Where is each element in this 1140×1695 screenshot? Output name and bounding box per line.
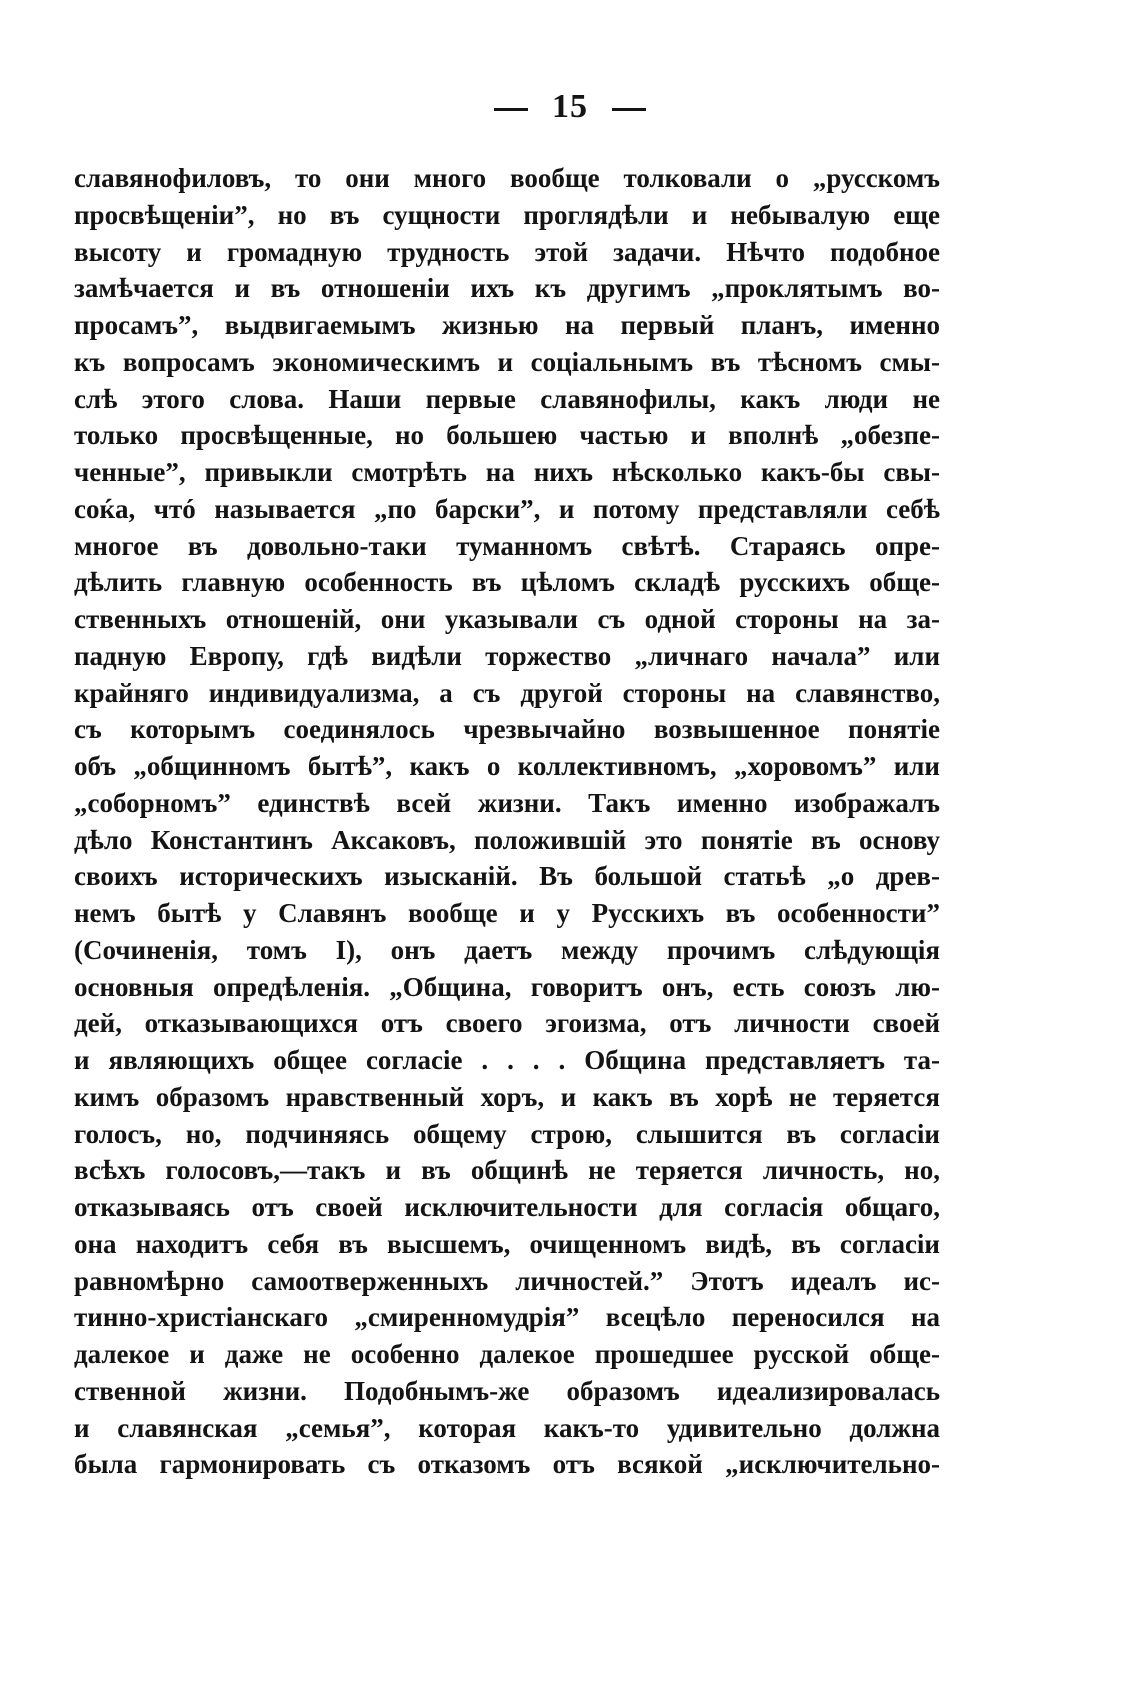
text-line: съ которымъ соединялось чрезвычайно возвышенное понятіе [74, 714, 940, 745]
text-line: „соборномъ” единствѣ всей жизни. Такъ именно изображалъ [74, 787, 940, 818]
text-line: кимъ образомъ нравственный хоръ, и какъ въ хорѣ не теряется [74, 1081, 940, 1112]
page-number-header [0, 88, 1140, 126]
text-line: голосъ, но, подчиняясь общему строю, слышится въ согласіи [74, 1118, 940, 1149]
text-line: ственной жизни. Подобнымъ-же образомъ идеализировалась [74, 1375, 940, 1406]
text-line: и славянская „семья”, которая какъ-то удивительно должна [74, 1412, 940, 1443]
text-line: немъ бытѣ у Славянъ вообще и у Русскихъ въ особенности” [74, 898, 940, 928]
text-line: ченные”, привыкли смотрѣть на нихъ нѣсколько какъ-бы свы- [74, 457, 940, 487]
page-number: 15 [552, 88, 588, 125]
text-line: просамъ”, выдвигаемымъ жизнью на первый планъ, именно [74, 310, 940, 340]
text-line: своихъ историческихъ изысканій. Въ большой статьѣ „о древ- [74, 861, 940, 892]
text-line: только просвѣщенные, но большею частью и вполнѣ „обезпе- [74, 420, 940, 451]
text-line: всѣхъ голосовъ,—такъ и въ общинѣ не теряется личность, но, [74, 1155, 940, 1186]
text-line: (Сочиненія, томъ I), онъ даетъ между прочимъ слѣдующія [74, 934, 940, 965]
text-line: крайняго индивидуализма, а съ другой стороны на славянство, [74, 677, 940, 708]
text-line: дѣло Константинъ Аксаковъ, положившій это понятіе въ основу [74, 824, 940, 855]
text-line: тинно-христіанскаго „смиренномудрія” всецѣло переносился на [74, 1302, 940, 1333]
text-line: дей, отказывающихся отъ своего эгоизма, отъ личности своей [74, 1008, 940, 1039]
text-line: просвѣщеніи”, но въ сущности проглядѣли и небывалую еще [74, 199, 940, 230]
text-line: высоту и громадную трудность этой задачи. Нѣчто подобное [74, 236, 940, 267]
body-text [74, 160, 940, 1483]
text-line: и являющихъ общее согласіе . . . . Община представляетъ та- [74, 1045, 940, 1075]
text-line: дѣлить главную особенность въ цѣломъ складѣ русскихъ обще- [74, 567, 940, 598]
text-line: ственныхъ отношеній, они указывали съ одной стороны на за- [74, 604, 940, 634]
text-line: была гармонировать съ отказомъ отъ всякой „исключительно- [74, 1449, 940, 1480]
text-line: основныя опредѣленія. „Община, говоритъ онъ, есть союзъ лю- [74, 971, 940, 1002]
right-dash-ornament [612, 108, 646, 111]
text-line: объ „общинномъ бытѣ”, какъ о коллективномъ, „хоровомъ” или [74, 751, 940, 781]
text-line: къ вопросамъ экономическимъ и соціальнымъ въ тѣсномъ смы- [74, 346, 940, 377]
left-dash-ornament [494, 108, 528, 111]
text-line: равномѣрно самоотверженныхъ личностей.” Этотъ идеалъ ис- [74, 1265, 940, 1296]
text-line: отказываясь отъ своей исключительности для согласія общаго, [74, 1192, 940, 1222]
text-line: замѣчается и въ отношеніи ихъ къ другимъ „проклятымъ во- [74, 273, 940, 304]
text-line: слѣ этого слова. Наши первые славянофилы, какъ люди не [74, 383, 940, 414]
text-line: падную Европу, гдѣ видѣли торжество „личнаго начала” или [74, 640, 940, 671]
text-line: далекое и даже не особенно далекое прошедшее русской обще- [74, 1339, 940, 1369]
text-line: славянофиловъ, то они много вообще толковали о „русскомъ [74, 163, 940, 193]
text-line: многое въ довольно-таки туманномъ свѣтѣ. Стараясь опре- [74, 530, 940, 561]
text-line: соќа, чтó называется „по барски”, и потому представляли себѣ [74, 493, 940, 524]
text-line: она находитъ себя въ высшемъ, очищенномъ видѣ, въ согласіи [74, 1228, 940, 1259]
